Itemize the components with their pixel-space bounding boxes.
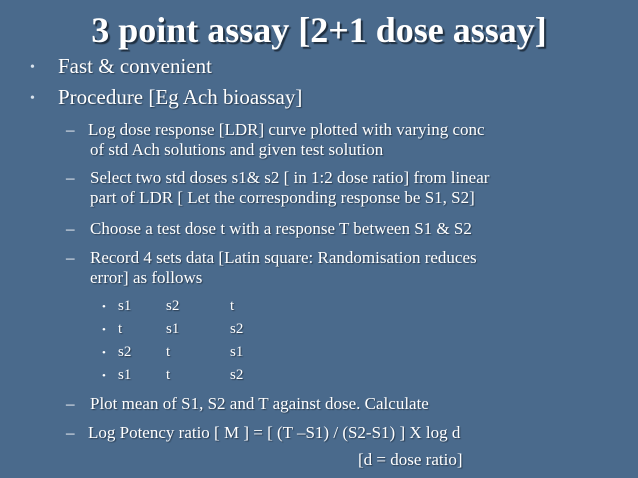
bullet-procedure: Procedure [Eg Ach bioassay] bbox=[58, 85, 303, 109]
bullet-icon: • bbox=[102, 347, 106, 359]
select-doses-line2: part of LDR [ Let the corresponding response be S1, S2] bbox=[90, 188, 475, 207]
latin-cell: s2 bbox=[118, 344, 132, 360]
dash-icon: – bbox=[66, 394, 75, 413]
dash-icon: – bbox=[66, 120, 75, 139]
select-doses-line1: Select two std doses s1& s2 [ in 1:2 dose ratio] from linear bbox=[90, 168, 490, 187]
record-data-line1: Record 4 sets data [Latin square: Randomisation reduces bbox=[90, 248, 477, 267]
bullet-icon: • bbox=[30, 60, 35, 75]
latin-cell: s2 bbox=[166, 298, 180, 314]
latin-cell: s2 bbox=[230, 367, 244, 383]
bullet-icon: • bbox=[102, 324, 106, 336]
bullet-icon: • bbox=[102, 301, 106, 313]
latin-cell: t bbox=[118, 321, 123, 337]
dash-icon: – bbox=[66, 219, 75, 238]
latin-cell: t bbox=[166, 344, 171, 360]
ldr-text-line1: Log dose response [LDR] curve plotted with varying conc bbox=[88, 120, 485, 139]
dash-icon: – bbox=[66, 423, 75, 442]
latin-cell: s2 bbox=[230, 321, 244, 337]
record-data-line2: error] as follows bbox=[90, 268, 203, 287]
dash-icon: – bbox=[66, 248, 75, 267]
latin-cell: t bbox=[230, 298, 235, 314]
slide-title: 3 point assay [2+1 dose assay] bbox=[91, 10, 547, 50]
log-potency-formula: Log Potency ratio [ M ] = [ (T –S1) / (S2-S1) ] X log d bbox=[88, 423, 461, 442]
latin-cell: s1 bbox=[166, 321, 180, 337]
latin-cell: s1 bbox=[118, 367, 132, 383]
bullet-icon: • bbox=[102, 370, 106, 382]
latin-cell: s1 bbox=[118, 298, 132, 314]
dose-ratio-note: [d = dose ratio] bbox=[358, 450, 463, 469]
ldr-text-line2: of std Ach solutions and given test solution bbox=[90, 140, 384, 159]
dash-icon: – bbox=[66, 168, 75, 187]
latin-cell: s1 bbox=[230, 344, 244, 360]
choose-test-dose: Choose a test dose t with a response T between S1 & S2 bbox=[90, 219, 472, 238]
latin-cell: t bbox=[166, 367, 171, 383]
bullet-fast-convenient: Fast & convenient bbox=[58, 54, 212, 78]
bullet-icon: • bbox=[30, 91, 35, 106]
plot-mean-text: Plot mean of S1, S2 and T against dose. Calculate bbox=[90, 394, 429, 413]
